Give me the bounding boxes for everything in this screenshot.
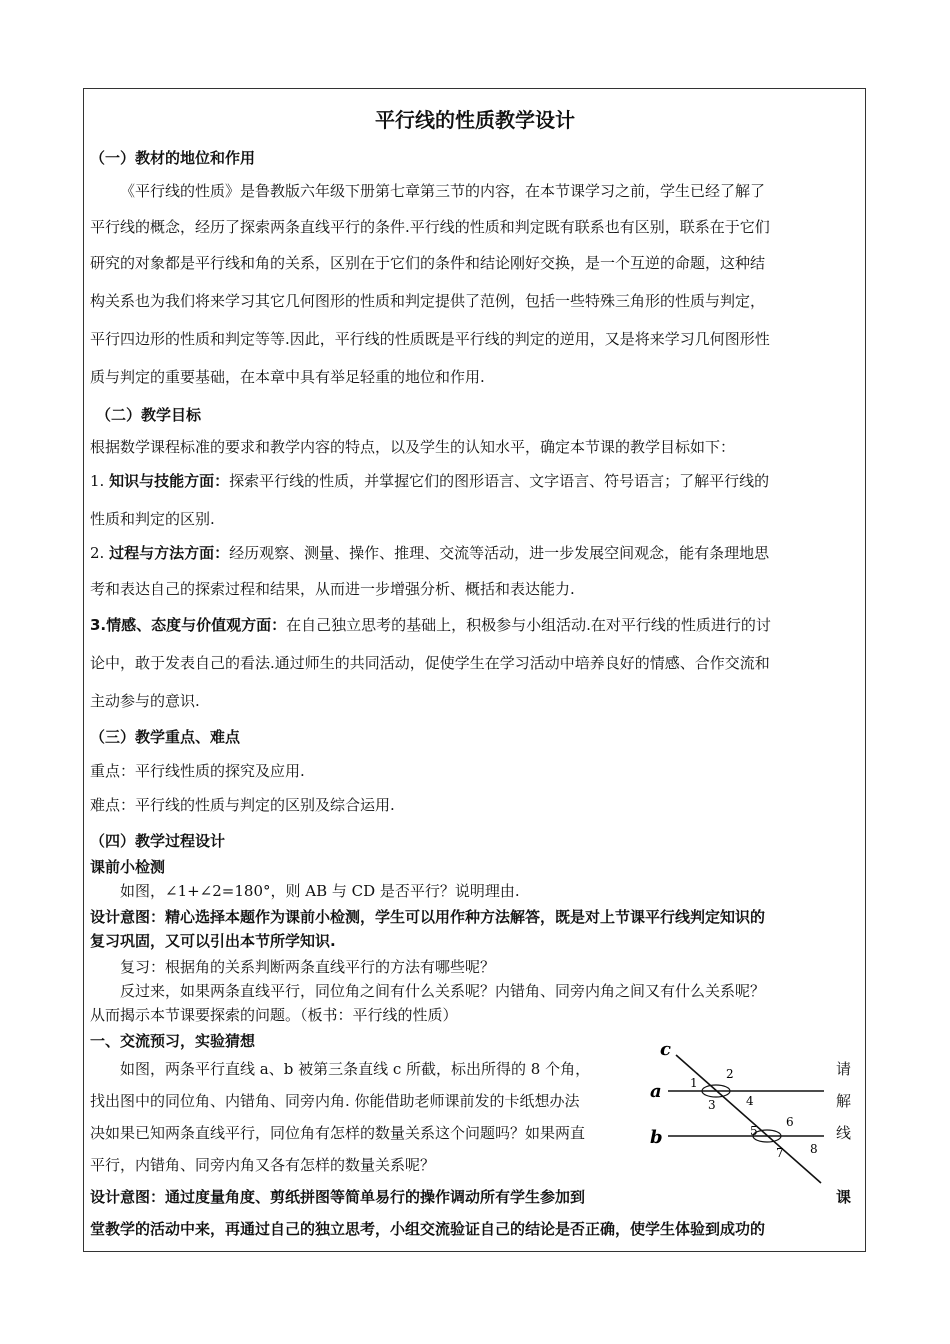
goal-3-label: 3.情感、态度与价值观方面： bbox=[90, 616, 287, 634]
precheck-heading: 课前小检测 bbox=[90, 858, 166, 876]
reverse-question-cont: 从而揭示本节课要探索的问题。（板书：平行线的性质） bbox=[90, 1006, 458, 1024]
design-intent-2-end: 课 bbox=[836, 1188, 852, 1206]
angle-label: 4 bbox=[746, 1094, 754, 1108]
part1-line-end: 请 bbox=[836, 1060, 852, 1078]
part1-line: 平行，内错角、同旁内角又各有怎样的数量关系呢？ bbox=[90, 1156, 436, 1174]
goals-intro: 根据数学课程标准的要求和教学内容的特点，以及学生的认知水平，确定本节课的教学目标如下： bbox=[90, 438, 736, 456]
angle-label: 6 bbox=[786, 1115, 794, 1129]
goal-3-text: 在自己独立思考的基础上，积极参与小组活动.在对平行线的性质进行的讨 bbox=[286, 616, 771, 634]
part1-line-end: 解 bbox=[836, 1092, 852, 1110]
section1-line: 平行线的概念，经历了探索两条直线平行的条件.平行线的性质和判定既有联系也有区别，联系在于它们 bbox=[90, 218, 770, 236]
goal-3-cont: 主动参与的意识. bbox=[90, 692, 200, 710]
key-point: 重点：平行线性质的探究及应用. bbox=[90, 762, 305, 780]
parallel-lines-figure bbox=[646, 1045, 836, 1195]
angle-label: 8 bbox=[810, 1142, 818, 1156]
section1-line: 质与判定的重要基础，在本章中具有举足轻重的地位和作用. bbox=[90, 368, 485, 386]
section2-heading: （二）教学目标 bbox=[96, 406, 202, 424]
angle-label: 7 bbox=[776, 1146, 784, 1160]
angle-label: 1 bbox=[690, 1076, 698, 1090]
section4-heading: （四）教学过程设计 bbox=[90, 832, 226, 850]
reverse-question: 反过来，如果两条直线平行，同位角之间有什么关系呢？内错角、同旁内角之间又有什么关系呢？ bbox=[120, 982, 766, 1000]
design-intent-1-cont: 复习巩固，又可以引出本节所学知识. bbox=[90, 932, 336, 950]
section1-line: 《平行线的性质》是鲁教版六年级下册第七章第三节的内容，在本节课学习之前，学生已经了解了 bbox=[120, 182, 766, 200]
section1-line: 平行四边形的性质和判定等等.因此，平行线的性质既是平行线的判定的逆用，又是将来学习几何图形性 bbox=[90, 330, 770, 348]
part1-line: 找出图中的同位角、内错角、同旁内角. 你能借助老师课前发的卡纸想办法 bbox=[90, 1092, 580, 1110]
goal-1-number: 1. bbox=[90, 472, 105, 490]
goal-1-text: 探索平行线的性质，并掌握它们的图形语言、文字语言、符号语言；了解平行线的 bbox=[229, 472, 770, 490]
section3-heading: （三）教学重点、难点 bbox=[90, 728, 241, 746]
goal-2-text: 经历观察、测量、操作、推理、交流等活动，进一步发展空间观念，能有条理地思 bbox=[229, 544, 770, 562]
section1-line: 研究的对象都是平行线和角的关系，区别在于它们的条件和结论刚好交换，是一个互逆的命题，这种结 bbox=[90, 254, 766, 272]
angle-label: 5 bbox=[750, 1124, 758, 1138]
difficult-point: 难点：平行线的性质与判定的区别及综合运用. bbox=[90, 796, 395, 814]
label-c: c bbox=[660, 1045, 671, 1060]
design-intent-1: 设计意图：精心选择本题作为课前小检测，学生可以用作种方法解答，既是对上节课平行线判定知识的 bbox=[90, 908, 766, 926]
part1-heading: 一、交流预习，实验猜想 bbox=[90, 1032, 256, 1050]
section1-line: 构关系也为我们将来学习其它几何图形的性质和判定提供了范例，包括一些特殊三角形的性质与判定， bbox=[90, 292, 766, 310]
goal-2 bbox=[90, 542, 769, 563]
goal-2-label: 过程与方法方面： bbox=[109, 544, 230, 562]
goal-1-label: 知识与技能方面： bbox=[109, 472, 230, 490]
goal-3-cont: 论中，敢于发表自己的看法.通过师生的共同活动，促使学生在学习活动中培养良好的情感、合作交流和 bbox=[90, 654, 770, 672]
design-intent-2-cont: 堂教学的活动中来，再通过自己的独立思考，小组交流验证自己的结论是否正确，使学生体验到成功的 bbox=[90, 1220, 766, 1238]
part1-line-end: 线 bbox=[836, 1124, 852, 1142]
page-title: 平行线的性质教学设计 bbox=[375, 108, 575, 132]
section1-heading: （一）教材的地位和作用 bbox=[90, 149, 256, 167]
goal-2-number: 2. bbox=[90, 544, 105, 562]
review-text: 复习：根据角的关系判断两条直线平行的方法有哪些呢？ bbox=[120, 958, 496, 976]
goal-3 bbox=[90, 614, 771, 635]
angle-label: 2 bbox=[726, 1067, 734, 1081]
angle-label: 3 bbox=[708, 1098, 716, 1112]
goal-1 bbox=[90, 470, 769, 491]
design-intent-2: 设计意图：通过度量角度、剪纸拼图等简单易行的操作调动所有学生参加到 bbox=[90, 1188, 586, 1206]
part1-line: 决如果已知两条直线平行，同位角有怎样的数量关系这个问题吗？如果两直 bbox=[90, 1124, 586, 1142]
label-b: b bbox=[650, 1127, 663, 1148]
label-a: a bbox=[650, 1081, 662, 1102]
precheck-question: 如图，∠1+∠2=180°，则 AB 与 CD 是否平行？说明理由. bbox=[120, 882, 520, 900]
goal-2-cont: 考和表达自己的探索过程和结果，从而进一步增强分析、概括和表达能力. bbox=[90, 580, 575, 598]
goal-1-cont: 性质和判定的区别. bbox=[90, 510, 215, 528]
line-c bbox=[676, 1055, 821, 1183]
part1-line: 如图，两条平行直线 a、b 被第三条直线 c 所截，标出所得的 8 个角， bbox=[120, 1060, 591, 1078]
